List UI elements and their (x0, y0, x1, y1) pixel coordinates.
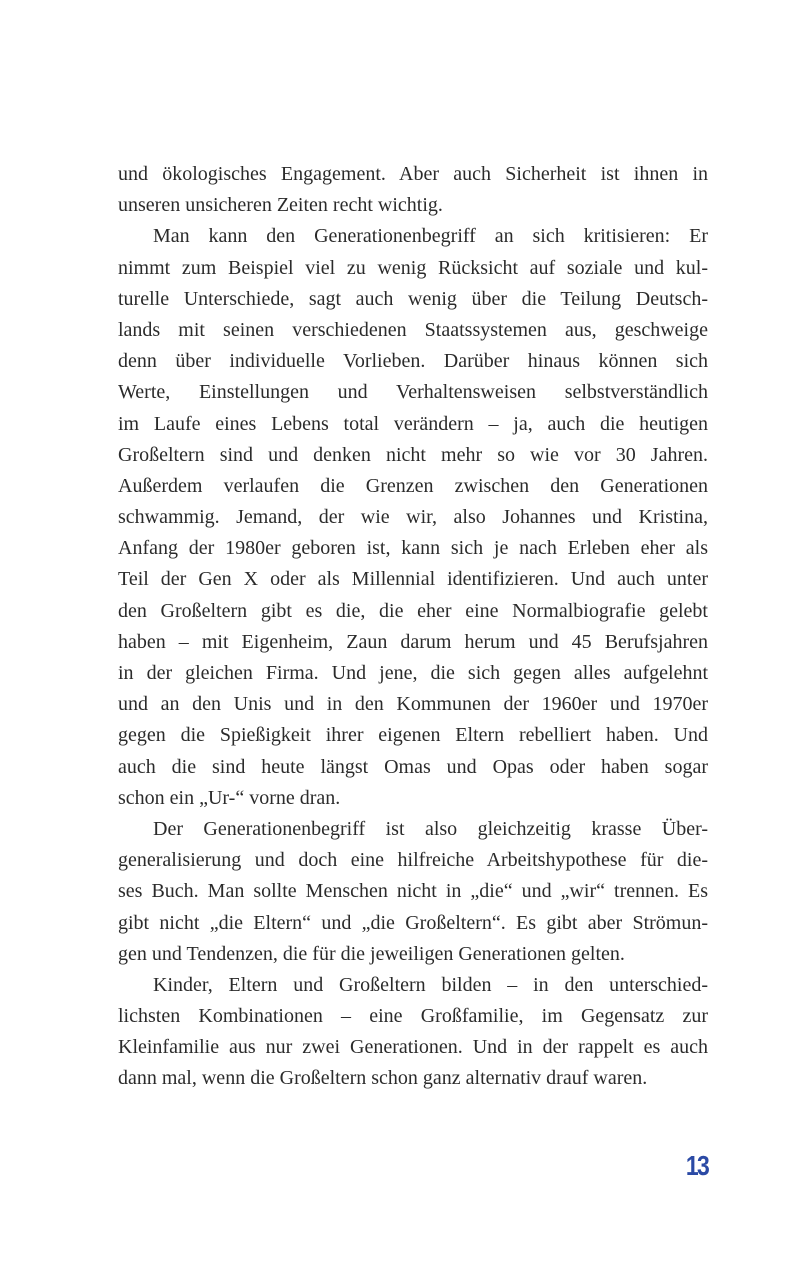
text-line: Außerdem verlaufen die Grenzen zwischen den Generationen (118, 474, 708, 497)
text-line: Kleinfamilie aus nur zwei Generationen. Und in der rappelt es auch (118, 1036, 708, 1059)
text-line: dann mal, wenn die Großeltern schon ganz alternativ drauf waren. (118, 1067, 648, 1090)
text-line: Großeltern sind und denken nicht mehr so wie vor 30 Jahren. (118, 443, 708, 466)
text-line: unseren unsicheren Zeiten recht wichtig. (118, 194, 443, 217)
text-line: Anfang der 1980er geboren ist, kann sich je nach Erleben eher als (118, 537, 708, 560)
text-line: im Laufe eines Lebens total verändern – ja, auch die heutigen (118, 412, 708, 435)
text-line: turelle Unterschiede, sagt auch wenig über die Teilung Deutsch- (118, 287, 708, 310)
text-line: auch die sind heute längst Omas und Opas oder haben sogar (118, 755, 708, 778)
text-line: ses Buch. Man sollte Menschen nicht in „die“ und „wir“ trennen. Es (118, 880, 708, 903)
text-line: gen und Tendenzen, die für die jeweiligen Generationen gelten. (118, 942, 625, 965)
text-line: Kinder, Eltern und Großeltern bilden – in den unterschied- (153, 973, 708, 996)
text-line: Man kann den Generationenbegriff an sich kritisieren: Er (153, 225, 708, 248)
text-line: Teil der Gen X oder als Millennial identifizieren. Und auch unter (118, 568, 708, 591)
text-line: lichsten Kombinationen – eine Großfamilie, im Gegensatz zur (118, 1005, 708, 1028)
text-line: schwammig. Jemand, der wie wir, also Johannes und Kristina, (118, 506, 708, 529)
text-line: nimmt zum Beispiel viel zu wenig Rücksicht auf soziale und kul- (118, 256, 708, 279)
text-line: in der gleichen Firma. Und jene, die sich gegen alles aufgelehnt (118, 662, 708, 684)
text-line: und ökologisches Engagement. Aber auch Sicherheit ist ihnen in (118, 163, 708, 185)
text-block (118, 159, 708, 1095)
text-line: lands mit seinen verschiedenen Staatssystemen aus, geschweige (118, 318, 708, 341)
text-line: Werte, Einstellungen und Verhaltensweisen selbstverständlich (118, 381, 708, 404)
text-line: Der Generationenbegriff ist also gleichzeitig krasse Über- (153, 817, 708, 840)
text-line: haben – mit Eigenheim, Zaun darum herum und 45 Berufsjahren (118, 630, 708, 653)
page-number: 13 (685, 1150, 708, 1181)
text-line: gibt nicht „die Eltern“ und „die Großeltern“. Es gibt aber Strömun- (118, 911, 708, 934)
text-line: und an den Unis und in den Kommunen der 1960er und 1970er (118, 693, 708, 716)
text-line: generalisierung und doch eine hilfreiche Arbeitshypothese für die- (118, 849, 708, 872)
text-line: gegen die Spießigkeit ihrer eigenen Eltern rebelliert haben. Und (118, 724, 708, 747)
text-line: den Großeltern gibt es die, die eher eine Normalbiografie gelebt (118, 599, 708, 622)
text-line: schon ein „Ur-“ vorne dran. (118, 786, 341, 809)
text-line: denn über individuelle Vorlieben. Darüber hinaus können sich (118, 350, 708, 373)
